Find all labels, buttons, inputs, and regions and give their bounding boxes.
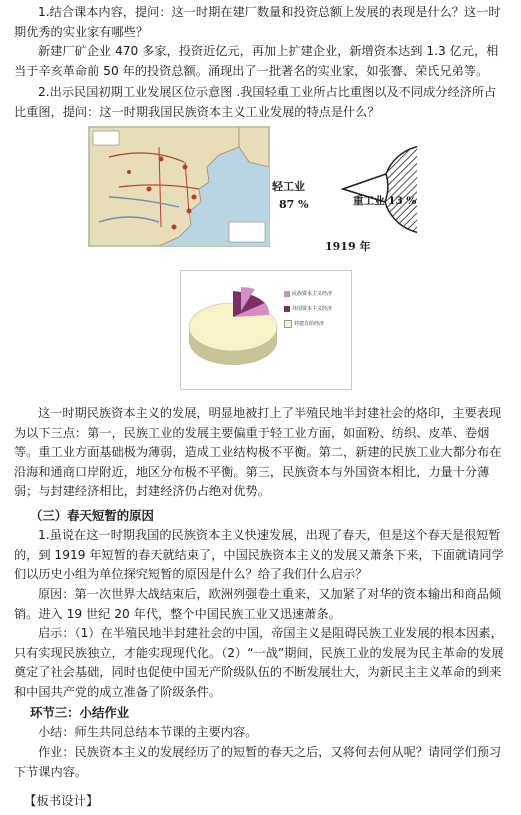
industry-location-map [88, 126, 270, 247]
reason-paragraph: 原因：第一次世界大战结束后，欧洲列强卷土重来，又加紧了对华的资本输出和商品倾销。进入 19 世纪 20 年代，整个中国民族工业又迅速萧条。 [14, 587, 502, 621]
industry-ratio-pie [269, 134, 417, 259]
legend-item-national: 民族资本主义经济 [284, 289, 332, 300]
answer-1: 新建厂矿企业 470 多家，投资近亿元，再加上扩建企业，新增资本达到 1.3 亿元，相当于辛亥革命前 50 年的投资总额。涌现出了一批著名的实业家，如张謇、荣氏兄弟等。 [14, 44, 499, 78]
light-industry-label: 轻工业 [272, 180, 305, 193]
heavy-industry-label: 重工业 13 % [353, 195, 417, 207]
economy-composition-pie [180, 270, 352, 390]
board-design-heading: 【板书设计】 [24, 793, 99, 808]
light-industry-pct: 87 % [279, 198, 309, 211]
homework-paragraph: 作业：民族资本主义的发展经历了的短暂的春天之后，又将何去何从呢？请同学们预习下节课内容。 [14, 745, 502, 779]
section-heading-spring: （三）春天短暂的原因 [30, 508, 154, 523]
analysis-paragraph: 这一时期民族资本主义的发展，明显地被打上了半殖民地半封建社会的烙印，主要表现为以下三点：第一，民族工业的发展主要偏重于轻工业方面，如面粉、纺织、皮革、卷烟等。重工业方面基础极为薄弱，造成工业结构极不平衡。第二，新建的民族工业大都分布在沿海和通商口岸附近，地区分布极不平衡。第三，民族资本与外国资本相比，力量十分薄弱；与封建经济相比，封建经济仍占绝对优势。 [14, 406, 502, 498]
summary-paragraph: 小结：师生共同总结本节课的主要内容。 [38, 725, 258, 739]
section-heading-summary: 环节三：小结作业 [30, 705, 130, 720]
insight-paragraph: 启示：（1）在半殖民地半封建社会的中国，帝国主义是阻碍民族工业发展的根本因素，只有实现民族独立，才能实现现代化。（2）“一战”期间，民族工业的发展为民主革命的发展奠定了社会基础，同时也促使中国无产阶级队伍的不断发展壮大，为新民主主义革命的到来和中国共产党的成立准备了阶级条件。 [14, 626, 504, 699]
legend-item-feudal: 封建自给经济 [284, 319, 332, 330]
question-1: 1.结合课本内容，提问：这一时期在建厂数量和投资总额上发展的表现是什么？这一时期优秀的实业家有哪些？ [14, 5, 501, 39]
question-2: 2.出示民国初期工业发展区位示意图 .我国轻重工业所占比重图以及不同成分经济所占比重图，提问：这一时期我国民族资本主义工业发展的特点是什么？ [14, 85, 497, 119]
question-3: 1.虽说在这一时期我国的民族资本主义快速发展，出现了春天，但是这个春天是很短暂的，到 1919 年短暂的春天就结束了，中国民族资本主义的发展又萧条下来，下面就请同学们以历史小组为单位探究短暂的原因是什么？给了我们什么启示？ [14, 528, 504, 581]
legend-item-foreign: 外国资本主义经济 [284, 304, 332, 315]
pie-year-label: 1919 年 [325, 240, 371, 253]
